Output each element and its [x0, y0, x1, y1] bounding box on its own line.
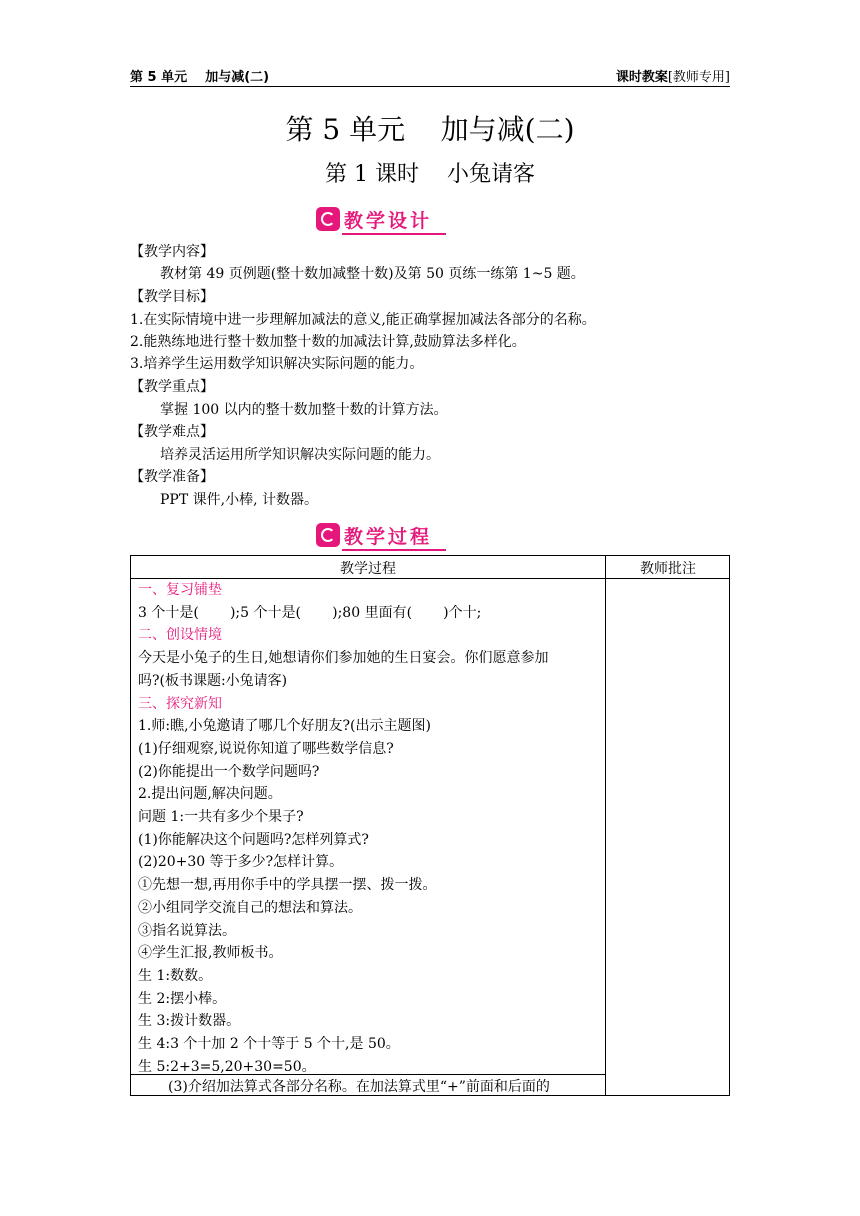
process-line: 2.提出问题,解决问题。	[138, 786, 282, 803]
goal-item: 2.能熟练地进行整十数加整十数的加减法计算,鼓励算法多样化。	[130, 334, 526, 350]
process-line: 吗?(板书课题:小兔请客)	[138, 672, 288, 689]
process-line: 生 4:3 个十加 2 个十等于 5 个十,是 50。	[138, 1036, 400, 1052]
process-line: (1)你能解决这个问题吗?怎样列算式?	[138, 831, 369, 848]
lesson-subtitle: 第 1 课时 小兔请客	[325, 162, 535, 187]
process-table	[130, 555, 730, 1096]
teaching-process-banner	[316, 522, 446, 550]
goal-item: 3.培养学生运用数学知识解决实际问题的能力。	[130, 356, 424, 372]
teaching-process-heading: 教学过程	[344, 526, 433, 548]
process-line: (1)仔细观察,说说你知道了哪些数学信息?	[138, 740, 394, 757]
header-unit-title: 第 5 单元 加与减(二)	[130, 70, 270, 85]
column-header-teacher-notes: 教师批注	[640, 561, 696, 577]
column-header-process: 教学过程	[340, 561, 396, 577]
process-line: (2)你能提出一个数学问题吗?	[138, 763, 320, 780]
key-points-text: 掌握 100 以内的整十数加整十数的计算方法。	[160, 402, 448, 418]
process-line: 今天是小兔子的生日,她想请你们参加她的生日宴会。你们愿意参加	[138, 650, 549, 667]
section-heading: 三、探究新知	[138, 695, 222, 712]
header-lesson-plan	[616, 66, 730, 85]
header-teacher-tag: [教师专用]	[667, 70, 730, 85]
header-lesson-plan-label: 课时教案	[615, 70, 668, 85]
page-header	[130, 64, 730, 87]
teaching-design-banner	[316, 206, 446, 234]
process-line: ①先想一想,再用你手中的学具摆一摆、拨一拨。	[138, 877, 437, 894]
process-line: ③指名说算法。	[138, 922, 236, 939]
table-row-continued: (3)介绍加法算式各部分名称。在加法算式里“+”前面和后面的	[168, 1079, 550, 1095]
preparation-text: PPT 课件,小棒, 计数器。	[160, 492, 318, 508]
process-line: ②小组同学交流自己的想法和算法。	[138, 899, 362, 916]
difficulty-text: 培养灵活运用所学知识解决实际问题的能力。	[160, 447, 440, 463]
process-line: 3 个十是( );5 个十是( );80 里面有( )个十;	[138, 604, 482, 621]
goal-item: 1.在实际情境中进一步理解加减法的意义,能正确掌握加减法各部分的名称。	[130, 312, 596, 328]
process-line: 生 5:2+3=5,20+30=50。	[138, 1058, 316, 1075]
banner-underline	[342, 233, 446, 235]
process-line: ④学生汇报,教师板书。	[138, 945, 283, 962]
process-line: 生 3:拨计数器。	[138, 1013, 241, 1030]
content-label: 【教学内容】	[130, 244, 214, 260]
goals-label: 【教学目标】	[130, 289, 214, 305]
column-divider	[605, 556, 606, 1095]
swirl-logo-icon	[316, 207, 340, 231]
section-heading: 一、复习铺垫	[138, 582, 222, 598]
difficulty-label: 【教学难点】	[130, 424, 214, 440]
process-line: 生 1:数数。	[138, 967, 213, 984]
teaching-design-heading: 教学设计	[344, 210, 433, 232]
process-line: 生 2:摆小棒。	[138, 990, 227, 1007]
process-line: (2)20+30 等于多少?怎样计算。	[138, 854, 344, 871]
section-heading: 二、创设情境	[138, 627, 222, 644]
banner-underline	[342, 549, 446, 551]
preparation-label: 【教学准备】	[130, 469, 214, 485]
process-line: 1.师:瞧,小兔邀请了哪几个好朋友?(出示主题图)	[138, 718, 431, 735]
page-title: 第 5 单元 加与减(二)	[285, 113, 575, 146]
key-points-label: 【教学重点】	[130, 379, 214, 395]
swirl-logo-icon	[316, 523, 340, 547]
content-text: 教材第 49 页例题(整十数加减整十数)及第 50 页练一练第 1~5 题。	[160, 266, 585, 282]
process-line: 问题 1:一共有多少个果子?	[138, 809, 304, 825]
